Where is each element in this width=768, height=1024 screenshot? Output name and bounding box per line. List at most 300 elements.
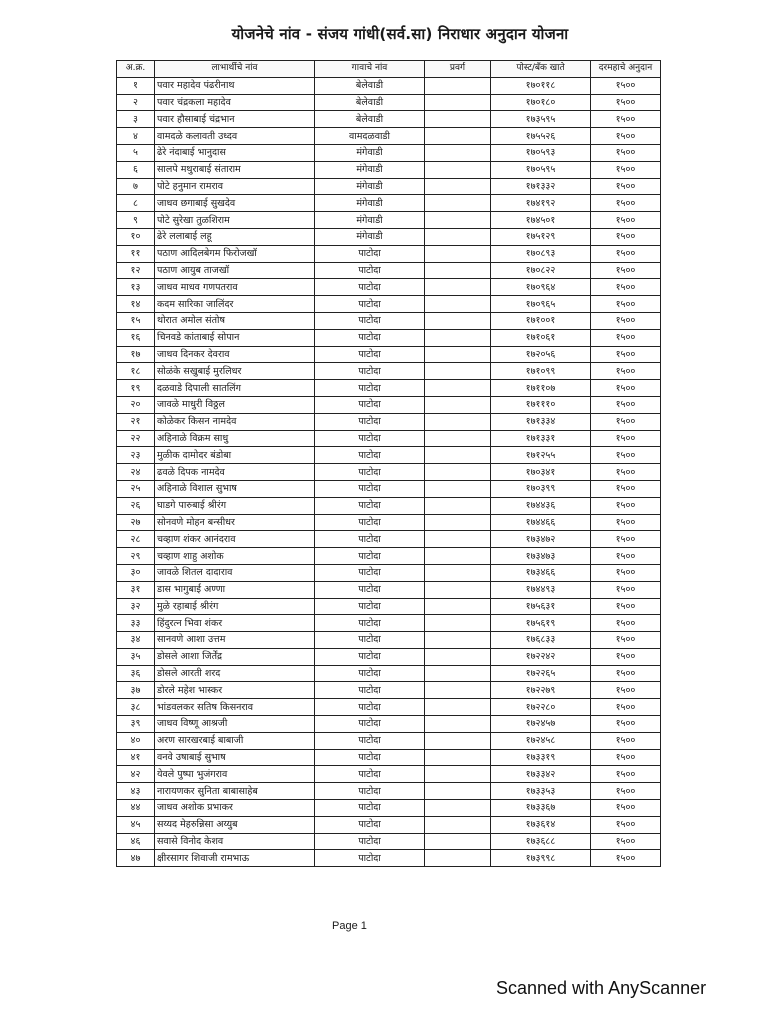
account-cell: १७०८९३ — [491, 245, 591, 262]
account-cell: १७१३३४ — [491, 413, 591, 430]
category-cell — [425, 346, 491, 363]
account-cell: १७२२४२ — [491, 648, 591, 665]
serial-cell: १५ — [117, 312, 155, 329]
serial-cell: ८ — [117, 195, 155, 212]
name-cell: पठाण आदिलबेगम फिरोजखॉ — [155, 245, 315, 262]
name-cell: कोळेकर किसन नामदेव — [155, 413, 315, 430]
village-cell: मंगेवाडी — [315, 144, 425, 161]
table-row — [117, 682, 661, 699]
amount-cell: १५०० — [591, 111, 661, 128]
amount-cell: १५०० — [591, 430, 661, 447]
serial-cell: ३० — [117, 564, 155, 581]
document-title: योजनेचे नांव - संजय गांधी(सर्व.सा) निराधार अनुदान योजना — [231, 25, 569, 43]
category-cell — [425, 531, 491, 548]
table-row — [117, 648, 661, 665]
serial-cell: १४ — [117, 296, 155, 313]
serial-cell: २ — [117, 94, 155, 111]
name-cell: डोरले महेश भास्कर — [155, 682, 315, 699]
category-cell — [425, 514, 491, 531]
name-cell: चिनवडे कांताबाई सोपान — [155, 329, 315, 346]
name-cell: वामदळे कलावती उध्दव — [155, 128, 315, 145]
name-cell: येवले पुष्पा भुजंगराव — [155, 766, 315, 783]
amount-cell: १५०० — [591, 464, 661, 481]
table-row — [117, 816, 661, 833]
village-cell: पाटोदा — [315, 363, 425, 380]
table-row — [117, 749, 661, 766]
name-cell: ढवळे दिपक नामदेव — [155, 464, 315, 481]
village-cell: पाटोदा — [315, 800, 425, 817]
column-header-category: प्रवर्ग — [425, 61, 491, 78]
account-cell: १७४४९३ — [491, 581, 591, 598]
table-row — [117, 480, 661, 497]
amount-cell: १५०० — [591, 480, 661, 497]
serial-cell: ४ — [117, 128, 155, 145]
account-cell: १७३६८८ — [491, 833, 591, 850]
category-cell — [425, 329, 491, 346]
account-cell: १७३९९८ — [491, 850, 591, 867]
village-cell: बेलेवाडी — [315, 77, 425, 94]
village-cell: पाटोदा — [315, 682, 425, 699]
amount-cell: १५०० — [591, 531, 661, 548]
category-cell — [425, 279, 491, 296]
table-row — [117, 564, 661, 581]
name-cell: जावळे माधुरी विठ्ठल — [155, 396, 315, 413]
name-cell: सालपे मथुराबाई संताराम — [155, 161, 315, 178]
account-cell: १७०११८ — [491, 77, 591, 94]
table-row — [117, 178, 661, 195]
account-cell: १७३३६७ — [491, 800, 591, 817]
account-cell: १७३३४२ — [491, 766, 591, 783]
village-cell: पाटोदा — [315, 497, 425, 514]
village-cell: पाटोदा — [315, 732, 425, 749]
table-row — [117, 850, 661, 867]
village-cell: पाटोदा — [315, 632, 425, 649]
category-cell — [425, 699, 491, 716]
name-cell: नारायणकर सुनिता बाबासाहेब — [155, 783, 315, 800]
table-row — [117, 699, 661, 716]
amount-cell: १५०० — [591, 312, 661, 329]
amount-cell: १५०० — [591, 228, 661, 245]
name-cell: जाधव दिनकर देवराव — [155, 346, 315, 363]
name-cell: पोटे सुरेखा तुळशिराम — [155, 212, 315, 229]
serial-cell: ६ — [117, 161, 155, 178]
name-cell: चव्हाण शाहु अशोक — [155, 548, 315, 565]
table-row — [117, 279, 661, 296]
name-cell: कदम सारिका जालिंदर — [155, 296, 315, 313]
serial-cell: ४३ — [117, 783, 155, 800]
account-cell: १७२०५६ — [491, 346, 591, 363]
category-cell — [425, 548, 491, 565]
category-cell — [425, 111, 491, 128]
category-cell — [425, 648, 491, 665]
category-cell — [425, 94, 491, 111]
name-cell: जाधव विष्णू आश्रजी — [155, 716, 315, 733]
category-cell — [425, 228, 491, 245]
account-cell: १७१००१ — [491, 312, 591, 329]
amount-cell: १५०० — [591, 632, 661, 649]
name-cell: हिंदुरत्न भिवा शंकर — [155, 615, 315, 632]
category-cell — [425, 363, 491, 380]
serial-cell: ३६ — [117, 665, 155, 682]
amount-cell: १५०० — [591, 77, 661, 94]
amount-cell: १५०० — [591, 262, 661, 279]
name-cell: क्षीरसागर शिवाजी रामभाऊ — [155, 850, 315, 867]
name-cell: जाधव माधव गणपतराव — [155, 279, 315, 296]
account-cell: १७०८२२ — [491, 262, 591, 279]
category-cell — [425, 480, 491, 497]
name-cell: जाधव अशोक प्रभाकर — [155, 800, 315, 817]
account-cell: १७५६३१ — [491, 598, 591, 615]
category-cell — [425, 581, 491, 598]
beneficiary-table — [116, 60, 661, 867]
scanner-watermark: Scanned with AnyScanner — [496, 978, 707, 998]
serial-cell: २८ — [117, 531, 155, 548]
table-row — [117, 212, 661, 229]
amount-cell: १५०० — [591, 178, 661, 195]
table-row — [117, 77, 661, 94]
village-cell: पाटोदा — [315, 447, 425, 464]
amount-cell: १५०० — [591, 514, 661, 531]
name-cell: अहिनाळे विशाल सुभाष — [155, 480, 315, 497]
name-cell: सोनवणे मोहन बन्सीधर — [155, 514, 315, 531]
village-cell: बेलेवाडी — [315, 111, 425, 128]
amount-cell: १५०० — [591, 615, 661, 632]
account-cell: १७३३१९ — [491, 749, 591, 766]
amount-cell: १५०० — [591, 94, 661, 111]
village-cell: पाटोदा — [315, 783, 425, 800]
amount-cell: १५०० — [591, 329, 661, 346]
village-cell: पाटोदा — [315, 480, 425, 497]
table-row — [117, 346, 661, 363]
name-cell: वनवे उषाबाई सुभाष — [155, 749, 315, 766]
category-cell — [425, 716, 491, 733]
amount-cell: १५०० — [591, 749, 661, 766]
amount-cell: १५०० — [591, 548, 661, 565]
serial-cell: २० — [117, 396, 155, 413]
name-cell: पवार चंद्रकला महादेव — [155, 94, 315, 111]
amount-cell: १५०० — [591, 497, 661, 514]
category-cell — [425, 312, 491, 329]
village-cell: पाटोदा — [315, 598, 425, 615]
serial-cell: ३९ — [117, 716, 155, 733]
table-row — [117, 380, 661, 397]
account-cell: १७४५०१ — [491, 212, 591, 229]
village-cell: पाटोदा — [315, 699, 425, 716]
category-cell — [425, 296, 491, 313]
serial-cell: ३३ — [117, 615, 155, 632]
account-cell: १७०३९९ — [491, 480, 591, 497]
name-cell: दळवाडे दिपाली सातलिंग — [155, 380, 315, 397]
table-row — [117, 413, 661, 430]
category-cell — [425, 632, 491, 649]
amount-cell: १५०० — [591, 346, 661, 363]
category-cell — [425, 598, 491, 615]
serial-cell: २५ — [117, 480, 155, 497]
account-cell: १७०५९५ — [491, 161, 591, 178]
category-cell — [425, 144, 491, 161]
name-cell: पवार हौसाबाई चंद्रभान — [155, 111, 315, 128]
table-row — [117, 430, 661, 447]
account-cell: १७३३५३ — [491, 783, 591, 800]
serial-cell: ७ — [117, 178, 155, 195]
table-row — [117, 144, 661, 161]
account-cell: १७१२५५ — [491, 447, 591, 464]
account-cell: १७२४५७ — [491, 716, 591, 733]
account-cell: १७१३३१ — [491, 430, 591, 447]
category-cell — [425, 245, 491, 262]
village-cell: पाटोदा — [315, 615, 425, 632]
serial-cell: १९ — [117, 380, 155, 397]
village-cell: पाटोदा — [315, 766, 425, 783]
serial-cell: ३४ — [117, 632, 155, 649]
serial-cell: २७ — [117, 514, 155, 531]
category-cell — [425, 682, 491, 699]
name-cell: सानवणे आशा उत्तम — [155, 632, 315, 649]
account-cell: १७१११० — [491, 396, 591, 413]
table-body — [117, 77, 661, 866]
table-row — [117, 732, 661, 749]
village-cell: पाटोदा — [315, 514, 425, 531]
amount-cell: १५०० — [591, 682, 661, 699]
table-row — [117, 329, 661, 346]
account-cell: १७१०६१ — [491, 329, 591, 346]
table-row — [117, 245, 661, 262]
category-cell — [425, 665, 491, 682]
name-cell: जावळे शितल दादाराव — [155, 564, 315, 581]
name-cell: डास भागुबाई अण्णा — [155, 581, 315, 598]
name-cell: डोसले आरती शरद — [155, 665, 315, 682]
category-cell — [425, 497, 491, 514]
village-cell: पाटोदा — [315, 245, 425, 262]
name-cell: पठाण आयुब ताजखॉ — [155, 262, 315, 279]
category-cell — [425, 615, 491, 632]
name-cell: घाडगे पारुबाई श्रीरंग — [155, 497, 315, 514]
category-cell — [425, 396, 491, 413]
serial-cell: ११ — [117, 245, 155, 262]
table-row — [117, 514, 661, 531]
account-cell: १७३४७२ — [491, 531, 591, 548]
amount-cell: १५०० — [591, 665, 661, 682]
village-cell: पाटोदा — [315, 464, 425, 481]
amount-cell: १५०० — [591, 581, 661, 598]
amount-cell: १५०० — [591, 816, 661, 833]
serial-cell: २९ — [117, 548, 155, 565]
table-row — [117, 665, 661, 682]
account-cell: १७०९६४ — [491, 279, 591, 296]
serial-cell: ४५ — [117, 816, 155, 833]
amount-cell: १५०० — [591, 850, 661, 867]
amount-cell: १५०० — [591, 447, 661, 464]
amount-cell: १५०० — [591, 144, 661, 161]
serial-cell: १७ — [117, 346, 155, 363]
account-cell: १७३६१४ — [491, 816, 591, 833]
amount-cell: १५०० — [591, 161, 661, 178]
serial-cell: २३ — [117, 447, 155, 464]
village-cell: पाटोदा — [315, 548, 425, 565]
name-cell: चव्हाण शंकर आनंदराव — [155, 531, 315, 548]
table-row — [117, 447, 661, 464]
account-cell: १७५५२६ — [491, 128, 591, 145]
name-cell: सय्यद मेहरुन्निसा अय्युब — [155, 816, 315, 833]
serial-cell: १० — [117, 228, 155, 245]
village-cell: पाटोदा — [315, 581, 425, 598]
table-row — [117, 195, 661, 212]
table-row — [117, 111, 661, 128]
table-row — [117, 833, 661, 850]
amount-cell: १५०० — [591, 128, 661, 145]
table-row — [117, 598, 661, 615]
category-cell — [425, 128, 491, 145]
table-row — [117, 228, 661, 245]
village-cell: पाटोदा — [315, 430, 425, 447]
table-row — [117, 581, 661, 598]
village-cell: पाटोदा — [315, 665, 425, 682]
name-cell: सवासे विनोद केशव — [155, 833, 315, 850]
serial-cell: ५ — [117, 144, 155, 161]
serial-cell: २२ — [117, 430, 155, 447]
village-cell: पाटोदा — [315, 329, 425, 346]
amount-cell: १५०० — [591, 783, 661, 800]
category-cell — [425, 833, 491, 850]
table-row — [117, 632, 661, 649]
serial-cell: ४१ — [117, 749, 155, 766]
name-cell: सोळंके सखुबाई मुरलिधर — [155, 363, 315, 380]
table-row — [117, 615, 661, 632]
serial-cell: २४ — [117, 464, 155, 481]
name-cell: ढेरे नंदाबाई भानुदास — [155, 144, 315, 161]
amount-cell: १५०० — [591, 598, 661, 615]
amount-cell: १५०० — [591, 195, 661, 212]
serial-cell: ३७ — [117, 682, 155, 699]
serial-cell: ४६ — [117, 833, 155, 850]
serial-cell: ३१ — [117, 581, 155, 598]
table-row — [117, 128, 661, 145]
account-cell: १७२२७९ — [491, 682, 591, 699]
amount-cell: १५०० — [591, 699, 661, 716]
page-number: Page 1 — [332, 920, 367, 932]
account-cell: १७०९६५ — [491, 296, 591, 313]
village-cell: पाटोदा — [315, 380, 425, 397]
table-row — [117, 800, 661, 817]
account-cell: १७४४३६ — [491, 497, 591, 514]
amount-cell: १५०० — [591, 833, 661, 850]
table-row — [117, 312, 661, 329]
category-cell — [425, 77, 491, 94]
table-row — [117, 548, 661, 565]
account-cell: १७४१९२ — [491, 195, 591, 212]
column-header-account: पोस्ट/बँक खाते — [491, 61, 591, 78]
amount-cell: १५०० — [591, 766, 661, 783]
table-row — [117, 716, 661, 733]
village-cell: मंगेवाडी — [315, 212, 425, 229]
category-cell — [425, 564, 491, 581]
serial-cell: ४० — [117, 732, 155, 749]
village-cell: पाटोदा — [315, 279, 425, 296]
category-cell — [425, 430, 491, 447]
account-cell: १७०३४१ — [491, 464, 591, 481]
village-cell: मंगेवाडी — [315, 228, 425, 245]
account-cell: १७०१८० — [491, 94, 591, 111]
name-cell: मुळीक दामोदर बंडोबा — [155, 447, 315, 464]
table-row — [117, 296, 661, 313]
amount-cell: १५०० — [591, 716, 661, 733]
village-cell: पाटोदा — [315, 816, 425, 833]
village-cell: पाटोदा — [315, 396, 425, 413]
table-row — [117, 766, 661, 783]
amount-cell: १५०० — [591, 564, 661, 581]
account-cell: १७२२६५ — [491, 665, 591, 682]
village-cell: पाटोदा — [315, 564, 425, 581]
village-cell: वामदळवाडी — [315, 128, 425, 145]
village-cell: बेलेवाडी — [315, 94, 425, 111]
table-row — [117, 783, 661, 800]
amount-cell: १५०० — [591, 380, 661, 397]
amount-cell: १५०० — [591, 396, 661, 413]
village-cell: पाटोदा — [315, 648, 425, 665]
village-cell: मंगेवाडी — [315, 178, 425, 195]
village-cell: मंगेवाडी — [315, 195, 425, 212]
account-cell: १७५१२९ — [491, 228, 591, 245]
serial-cell: ३२ — [117, 598, 155, 615]
village-cell: पाटोदा — [315, 296, 425, 313]
account-cell: १७१३३२ — [491, 178, 591, 195]
category-cell — [425, 380, 491, 397]
account-cell: १७११०७ — [491, 380, 591, 397]
name-cell: जाधव छगाबाई सुखदेव — [155, 195, 315, 212]
category-cell — [425, 447, 491, 464]
village-cell: पाटोदा — [315, 850, 425, 867]
account-cell: १७०५९३ — [491, 144, 591, 161]
serial-cell: ३ — [117, 111, 155, 128]
table-header-row — [117, 61, 661, 78]
serial-cell: २६ — [117, 497, 155, 514]
category-cell — [425, 850, 491, 867]
serial-cell: ३५ — [117, 648, 155, 665]
name-cell: पोटे हनुमान रामराव — [155, 178, 315, 195]
account-cell: १७२४५८ — [491, 732, 591, 749]
name-cell: डोसले आशा जिर्तेंद्र — [155, 648, 315, 665]
name-cell: अरण सारखरबाई बाबाजी — [155, 732, 315, 749]
category-cell — [425, 783, 491, 800]
serial-cell: ४२ — [117, 766, 155, 783]
table-row — [117, 94, 661, 111]
serial-cell: ३८ — [117, 699, 155, 716]
amount-cell: १५०० — [591, 212, 661, 229]
village-cell: पाटोदा — [315, 749, 425, 766]
village-cell: पाटोदा — [315, 312, 425, 329]
amount-cell: १५०० — [591, 245, 661, 262]
serial-cell: ९ — [117, 212, 155, 229]
category-cell — [425, 816, 491, 833]
name-cell: मुळे रहाबाई श्रीरंग — [155, 598, 315, 615]
table-row — [117, 161, 661, 178]
table-row — [117, 396, 661, 413]
amount-cell: १५०० — [591, 279, 661, 296]
beneficiary-sheet — [116, 60, 661, 867]
account-cell: १७३४६६ — [491, 564, 591, 581]
category-cell — [425, 195, 491, 212]
serial-cell: ४७ — [117, 850, 155, 867]
village-cell: पाटोदा — [315, 833, 425, 850]
category-cell — [425, 766, 491, 783]
table-row — [117, 464, 661, 481]
name-cell: ढेरे ललाबाई लहू — [155, 228, 315, 245]
category-cell — [425, 413, 491, 430]
village-cell: पाटोदा — [315, 531, 425, 548]
name-cell: पवार महादेव पंढरीनाथ — [155, 77, 315, 94]
serial-cell: २१ — [117, 413, 155, 430]
amount-cell: १५०० — [591, 648, 661, 665]
